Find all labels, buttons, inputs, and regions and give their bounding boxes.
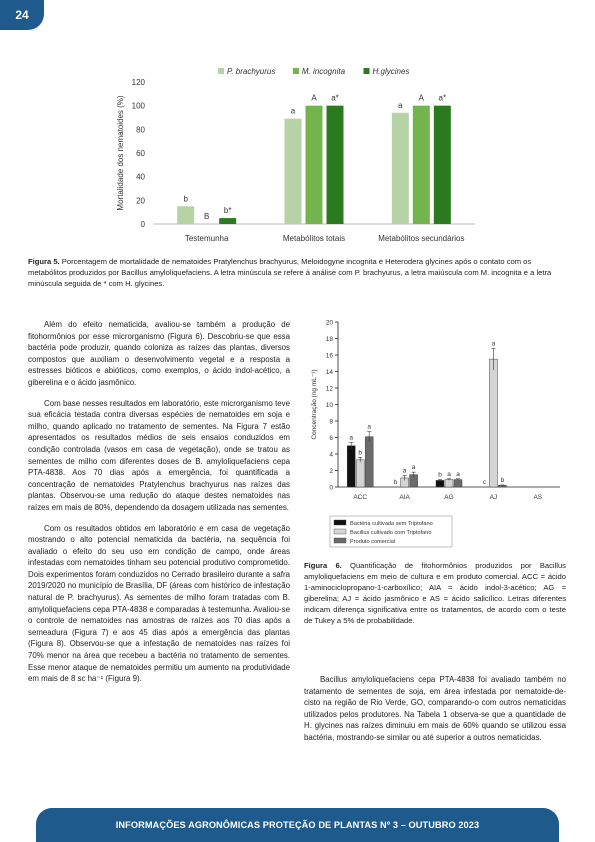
bar-data-label: A (311, 93, 317, 103)
x-tick-label: Testemunha (184, 234, 229, 243)
bar-data-label: a (456, 470, 460, 478)
x-tick-label: AIA (399, 494, 410, 501)
figure6-caption-label: Figura 6. (304, 561, 342, 570)
legend-label: Produto comercial (350, 539, 396, 545)
figure5-caption-text: Porcentagem de mortalidade de nematoides Pratylenchus brachyurus, Meloidogyne incognita e Heterodera glycines após o contato com os metabólitos produzidos por Bacillus amyloliquefaciens. A letra minúscula se refere à análise com P. brachyurus, a letra maiúscula com M. incognita e a letra minúscula seguida de * com H. glycines. (28, 257, 552, 288)
y-tick-label: 100 (131, 101, 145, 111)
x-tick-label: AJ (489, 494, 498, 501)
bar-data-label: b (358, 449, 363, 457)
bar (219, 218, 236, 224)
y-tick-label: 2 (329, 468, 333, 475)
bar-data-label: a (349, 434, 354, 442)
bar (413, 106, 430, 224)
bar-data-label: a (398, 100, 403, 110)
y-tick-label: 0 (140, 220, 145, 229)
legend-label: P. brachyurus (227, 67, 276, 76)
paragraph: Com base nesses resultados em laboratório, este microrganismo teve sua eficácia testada contra diversas espécies de nematoides em soja e milho, quando aplicado no tratamento de sementes. Na Figura 7 estão apresentados os resultados médios de seis ensaios conduzidos em condição controlada (vasos em casa de vegetação), onde se tratou as sementes de milho com diferentes doses de B. amyloliquefaciens cepa PTA-4838. Aos 70 dias após a emergência, foi quantificada a concentração de nematoides Pratylenchus brachyurus nas raízes das plantas. Observou-se uma redução do ataque destes nematoides nas raízes em mais de 80%, dependendo da dosagem utilizada nas sementes. (28, 398, 290, 512)
bar-data-label: a (290, 106, 296, 116)
y-tick-label: 16 (325, 352, 333, 360)
y-tick-label: 40 (136, 172, 145, 182)
left-column (28, 319, 290, 694)
legend-swatch (334, 520, 346, 525)
figure6-caption (304, 560, 566, 626)
page-number: 24 (0, 0, 44, 30)
y-tick-label: 10 (325, 402, 333, 409)
y-tick-label: 18 (325, 336, 333, 343)
y-tick-label: 0 (329, 484, 333, 492)
bar-data-label: a (402, 467, 407, 475)
bar-data-label: B (203, 212, 210, 221)
figure6-chart (304, 316, 566, 551)
figure5-chart (105, 62, 485, 252)
y-tick-label: 60 (136, 149, 145, 158)
bar-data-label: a* (438, 93, 447, 103)
paragraph: Bacillus amyloliquefaciens cepa PTA-4838 foi avaliado também no tratamento de sementes de soja, em área infestada por nematoide-de-cisto na região de Rio Verde, GO, comparando-o com outros nematicidas utilizados pelos produtores. Na Tabela 1 observa-se que a quantidade de H. glycines nas raízes diminuiu em mais de 60% quando se utilizou essa bactéria, mostrando-se similar ou até superior a outros nematicidas. (304, 675, 566, 742)
bar (347, 446, 355, 487)
figure5-caption (28, 256, 568, 289)
bar (327, 106, 344, 224)
x-tick-label: AG (444, 494, 454, 501)
x-tick-label: Metabólitos totais (282, 234, 346, 243)
legend-label: Bactéria cultivada sem Triptofano (350, 521, 433, 527)
paragraph: Com os resultados obtidos em laboratório e em casa de vegetação mostrando o alto potencial nematicida da bactéria, na sequência foi avaliado o efeito do seu uso em condição de campo, onde áreas infestadas com nematoides tinham seu potencial produtivo comprometido. Dois experimentos foram conduzidos no Cerrado brasileiro durante a safra 2019/2020 no município de Brasília, DF (áreas com histórico de infestação natural de P. brachyurus). As sementes de milho foram tratadas com B. amyloliquefaciens cepa PTA-4838 e comparadas à testemunha. Avaliou-se o controle de nematoides nas amostras de raízes aos 70 dias após a semeadura (Figura 7) e aos 45 dias após a emergência das plantas (Figura 8). Observou-se que a infestação de nematoides nas raízes foi 70% menor na área que recebeu a bactéria no tratamento de sementes. Esse menor ataque de nematoides permitiu um aumento na produtividade em mais de 8 sc ha⁻¹ (Figura 9). (28, 523, 291, 684)
page-footer: INFORMAÇÕES AGRONÔMICAS PROTEÇÃO DE PLANTAS Nº 3 – OUTUBRO 2023 (36, 808, 559, 842)
right-column (304, 674, 566, 753)
legend-label: Bacillus cultivado com Triptofano (350, 530, 432, 536)
legend-swatch (334, 529, 346, 534)
bar-data-label: b* (223, 206, 232, 216)
bar (434, 106, 451, 224)
x-tick-label: Metabólitos secundários (378, 234, 465, 243)
y-tick-label: 8 (329, 418, 333, 426)
bar-data-label: b (183, 194, 188, 204)
figure6-caption-text: Quantificação de fitohormônios produzidos por Bacillus amyloliquefaciens em meio de cultura e em produto comercial. ACC = ácido 1-aminociclopropano-1-carboxílico; AIA = ácido indol-3-acético; AG = giberelina; AJ = ácido jasmônico e AS = ácido salicílico. Letras diferentes indicam diferença significativa entre os tratamentos, de acordo com o teste de Tukey a 5% de probabilidade. (304, 561, 566, 625)
y-tick-label: 20 (325, 319, 333, 327)
bar-data-label: b (500, 476, 505, 484)
x-tick-label: AS (533, 494, 543, 501)
bar (445, 480, 453, 487)
y-axis-label: Mortalidade dos nematoides (%) (116, 95, 125, 211)
bar (392, 113, 409, 224)
bar (365, 437, 373, 487)
bar-data-label: a (367, 423, 372, 431)
y-tick-label: 14 (325, 369, 333, 376)
y-tick-label: 80 (136, 125, 145, 135)
legend-label: M. incognita (301, 67, 346, 76)
bar-data-label: a (447, 470, 451, 478)
bar-data-label: b (393, 479, 398, 486)
bar (285, 119, 302, 224)
bar-data-label: a (491, 340, 496, 348)
bar (436, 480, 444, 487)
y-tick-label: 12 (325, 385, 333, 393)
y-axis-label: Concentração (ng mL⁻¹) (311, 369, 318, 440)
bar (454, 480, 462, 487)
legend-label: H.glycines (372, 67, 410, 76)
bar-data-label: a* (331, 93, 339, 103)
bar-data-label: b (438, 471, 442, 479)
bar (489, 359, 497, 487)
y-tick-label: 6 (329, 435, 333, 442)
bar (356, 460, 364, 487)
bar-data-label: a (411, 464, 416, 472)
y-tick-label: 20 (136, 196, 145, 206)
legend-swatch (218, 68, 224, 74)
legend-swatch (364, 68, 370, 74)
figure5-caption-label: Figura 5. (28, 257, 60, 266)
x-tick-label: ACC (353, 494, 368, 501)
bar-data-label: A (418, 93, 425, 103)
y-tick-label: 120 (131, 78, 145, 87)
y-tick-label: 4 (329, 451, 333, 459)
legend-swatch (293, 68, 299, 74)
bar-data-label: c (482, 479, 487, 486)
legend-swatch (334, 538, 346, 543)
bar (306, 106, 323, 224)
bar (177, 206, 194, 224)
paragraph: Além do efeito nematicida, avaliou-se também a produção de fitohormônios por esse microrganismo (Figura 6). Descobriu-se que essa bactéria pode produzir, quando coloniza as raízes das plantas, diversos compostos que auxiliam o desenvolvimento vegetal e a resposta a estresses bióticos e abióticos, como exemplos, o ácido indol-acético, a giberelina e o ácido jasmônico. (28, 320, 290, 387)
